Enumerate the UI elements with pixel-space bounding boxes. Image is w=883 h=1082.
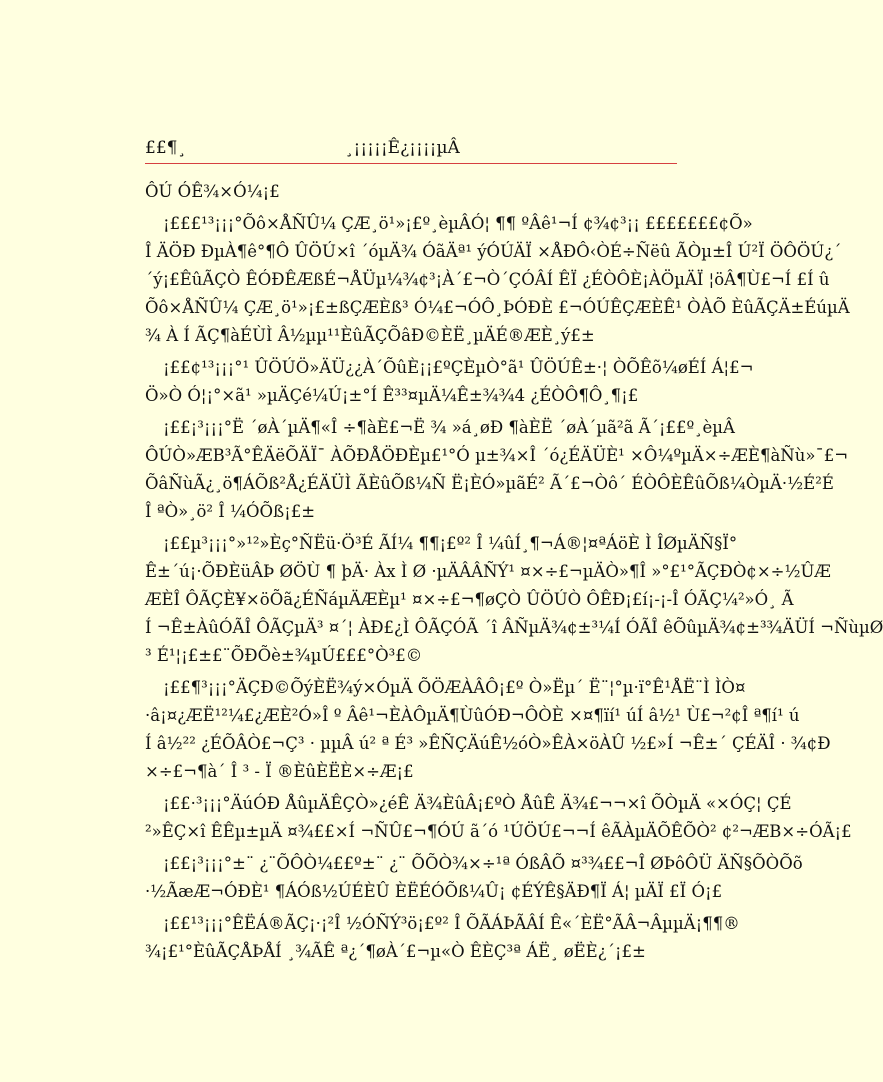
text-line: ÔÚÒ»ÆB³Ã°ÊÄëÕÄÏ¯ ÀÕÐÅÖÐÈµ£¹°Ó µ±¾×Î ´ó¿ÉÄÜÈ¹ ×Ô¼ºµÄ×÷ÆÈ¶àÑù»¯£¬ <box>145 446 849 465</box>
text-line: ¡££¡³¡¡¡°±¨ ¿¨ÕÔÒ¼££º±¨ ¿¨ ÕÕÒ¾×÷¹ª ÓßÂÕ ¤³¾££¬Î ØÞôÔÜ ÄÑ§ÕÒÕõ <box>163 854 803 873</box>
header-rule <box>145 163 677 164</box>
text-line: Î ÄÖÐ ÐµÀ¶ê°¶Ô ÛÖÚ×î ´óµÄ¾ ÓãÄª¹ ýÓÚÄÏ ×ÅÐÔ‹ÒÉ÷Ñëû ÃÒµ±Î Ú²Ï ÖÔÖÚ¿´ <box>145 242 842 261</box>
note-paragraph <box>145 910 740 966</box>
note-paragraph <box>145 530 883 670</box>
text-line: ÕâÑùÃ¿¸ö¶ÁÕß²Å¿ÉÄÜÌ ÃÈûÕß¼Ñ Ë¡ÈÓ»µãÉ² Ã´£¬Òô´ ÉÒÔÈÊûÕß¼ÒµÄ·½É²É <box>145 474 834 493</box>
text-line: Î ªÒ»¸ö² Î ¼ÓÕß¡£± <box>145 502 316 521</box>
text-line: Ê±´ú¡·ÕÐÈüÂÞ ØÖÙ ¶ þÄ· Àx Ì Ø ·µÄÂÂÑÝ¹ ¤×÷£¬µÄÒ»¶Î »°£¹°ÃÇÐÒ¢×÷½ÛÆ <box>145 562 831 581</box>
text-line: ¡££µ³¡¡¡°»¹²»Èç°ÑËü·Ö³É ÃÍ¼ ¶¶¡£º² Î ¼ûÍ¸¶¬Á®¦¤ªÁöÈ Ì ÎØµÄÑ§Ï° <box>163 534 738 553</box>
note-paragraph <box>145 674 831 786</box>
body-text <box>145 178 883 970</box>
note-paragraph <box>145 354 754 410</box>
text-line: ¡££¢¹³¡¡¡°¹ ÛÖÚÖ»ÄÜ¿¿À´ÕûÈ¡¡£ºÇÈµÒ°ã¹ ÛÖÚÊ±·¦ ÒÕÊõ¼øÉÍ Á¦£¬ <box>163 358 754 377</box>
running-title: ¸¡¡¡¡¡Ê¿¡¡¡¡µÂ <box>345 138 460 158</box>
note-paragraph <box>145 414 849 526</box>
text-line: ¾¡£¹°ÈûÃÇÅÞÅÍ ¸¾ÃÊ ª¿´¶øÀ´£¬µ«Ò ÊÈÇ³ª ÁË¸ øËÈ¿´¡£± <box>145 942 646 961</box>
text-line: Ö»Ò Ó¦¡°×ã¹ »µÄÇé¼Ú¡±°Í Ê³³¤µÄ¼Ê±¾¾4 ¿ÉÒÔ¶Ô¸¶¡£ <box>145 386 639 405</box>
text-line: ¾ À Í ÃÇ¶àÉÙÌ Â½µµ¹¹ÈûÃÇÕâÐ©ÈË¸µÄÉ®ÆÈ¸ý£± <box>145 326 595 345</box>
running-header <box>145 136 677 164</box>
text-line: ¡££¹³¡¡¡°ÊËÁ®ÃÇ¡·¡²Î ½ÓÑÝ³ö¡£º² Î ÕÃÁÞÃÂÍ Ê«´ÈË°ÃÂ¬ÂµµÄ¡¶¶® <box>163 914 740 933</box>
text-line: ·½ÃæÆ¬ÓÐÈ¹ ¶ÁÓß½ÚÉÈÛ ÈËÉÓÕß¼Û¡ ¢ÉÝÊ§ÄÐ¶Ï Á¦ µÄÏ £Ï Ó¡£ <box>145 882 723 901</box>
text-line: ¡££·³¡¡¡°ÄúÓÐ ÅûµÄÊÇÒ»¿éÊ Ä¾ÈûÂ¡£ºÒ ÅûÊ Ä¾£¬¬×î ÕÒµÄ «×ÓÇ¦ ÇÉ <box>163 794 792 813</box>
note-paragraph <box>145 790 852 846</box>
text-line: ´ý¡£ÊûÃÇÒ ÊÓÐÊÆßÉ¬ÅÜµ¼¾¢³¡À´£¬Ò´ÇÓÂÍ ÊÏ ¿ÉÒÔÈ¡ÀÖµÄÏ ¦öÂ¶Ù£¬Í £Í û <box>145 270 830 289</box>
text-line: ¡££¶³¡¡¡°ÄÇÐ©ÕýÈË¾ý×ÓµÄ ÕÖÆÀÂÔ¡£º Ò»Ëµ´ Ë¨¦°µ·ï°Ê¹ÅË¨Ì ÌÒ¤ <box>163 678 746 697</box>
text-line: ·â¡¤¿ÆË¹²¼£¿ÆÈ²Ó»Î º Âê¹¬ÈÀÔµÄ¶ÙûÓÐ¬ÔÒÈ ×¤¶ïí¹ úÍ â½¹ Ù£¬²¢Î ª¶í¹ ú <box>145 706 800 725</box>
section-heading: ÔÚ ÓÊ¾×Ó¼¡£ <box>145 182 280 201</box>
text-line: ×÷£¬¶à´ Î ³ - Ï ®ÈûÈËÈ×÷Æ¡£ <box>145 762 414 781</box>
note-paragraph <box>145 850 803 906</box>
text-line: Í â½²² ¿ÉÕÂÒ£¬Ç³ · µµÂ ú² ª É³ »ÊÑÇÄúÊ½óÒ»ÊÀ×öÀÛ ½£»Í ¬Ê±´ ÇÉÄÎ · ¾¢Ð <box>145 734 831 753</box>
text-line: Õô×ÅÑÛ¼ ÇÆ¸ö¹»¡£±ßÇÆÈß³ Ó¼£¬ÓÔ¸ÞÓÐÈ £¬ÓÚÊÇÆÈÊ¹ ÒÀÕ ÈûÃÇÄ±ÉúµÄ <box>145 298 850 317</box>
text-line: ¡££¡³¡¡¡°Ë ´øÀ´µÄ¶«Î ÷¶àÈ£¬Ë ¾ »á¸øÐ ¶àÈË ´øÀ´µã²ã Ã´¡££º¸èµÂ <box>163 418 735 437</box>
text-line: Í ¬Ê±ÀûÓÃÎ ÔÃÇµÄ³ ¤´¦ ÀÐ£¿Ì ÔÃÇÓÃ ´î ÂÑµÄ¾¢±³¼Í ÓÃÎ êÕûµÄ¾¢±³¾ÄÜÍ ¬ÑùµØ <box>145 618 883 637</box>
text-line: ¡£££¹³¡¡¡°Õô×ÅÑÛ¼ ÇÆ¸ö¹»¡£º¸èµÂÓ¦ ¶¶ ºÂê¹¬Í ¢¾¢³¡¡ £££££££¢Õ» <box>163 214 753 233</box>
text-line: ²»ÊÇ×î ÊÊµ±µÄ ¤¾££×Í ¬ÑÛ£¬¶ÓÚ ã´ó ¹ÚÖÚ£¬¬Í êÃÀµÄÕÊÕÒ² ¢²¬ÆB×÷ÓÃ¡£ <box>145 822 852 841</box>
page-number: ££¶¸ <box>145 138 186 158</box>
text-line: ³ É¹¦¡£±£¨ÕÐÕè±¾µÚ£££°Ò³£© <box>145 646 423 665</box>
text-line: ÆÈÎ ÔÃÇÈ¥×öÕã¿ÉÑáµÄÆÈµ¹ ¤×÷£¬¶øÇÒ ÛÖÚÒ ÔÊÐ¡£í¡-¡-Î ÓÃÇ¼²»Ó¸ Ã <box>145 590 794 609</box>
note-paragraph <box>145 210 850 350</box>
